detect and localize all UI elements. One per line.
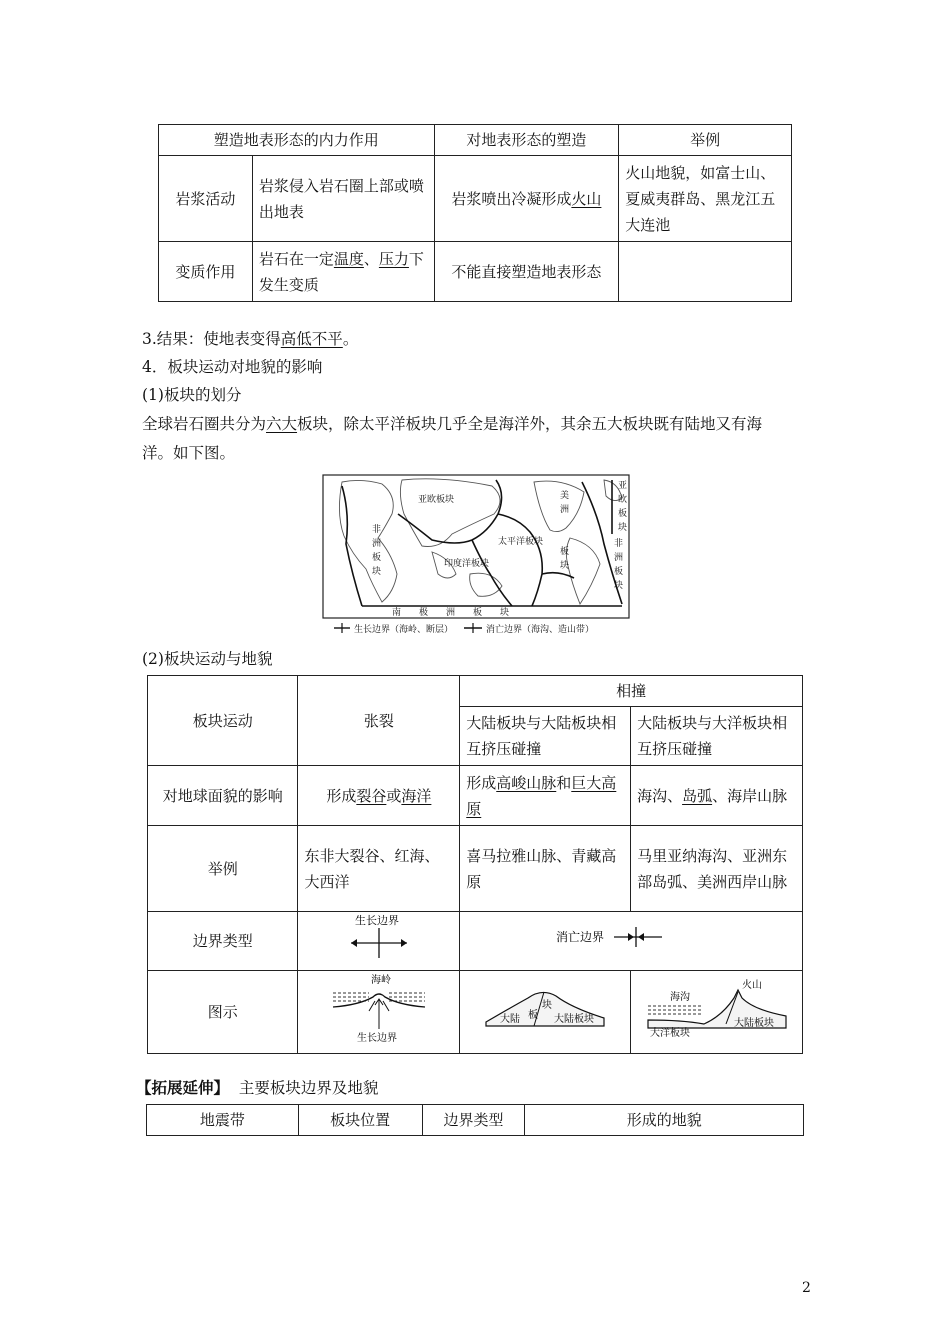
map-label-africa-east-3: 板 (614, 567, 624, 577)
t2-header-co: 大陆板块与大洋板块相互挤压碰撞 (631, 707, 803, 766)
map-label-america-3: 板 (560, 547, 570, 557)
t2-boundary-split (298, 912, 460, 971)
cc-land-plate-label: 大陆板块 (554, 1014, 595, 1025)
t2-impact-split: 形成裂谷或海洋 (298, 766, 460, 826)
legend-subduction-boundary: 消亡边界（海沟、造山带） (486, 625, 595, 635)
t2-impact-cc: 形成高峻山脉和巨大高原 (460, 766, 631, 826)
t2-example-co: 马里亚纳海沟、亚洲东部岛弧、美洲西岸山脉 (631, 826, 803, 912)
t2-diagram-co (631, 971, 803, 1054)
table1-header-force: 塑造地表形态的内力作用 (159, 125, 435, 156)
result-line: 3.结果：使地表变得高低不平。 (142, 330, 359, 348)
t2-diagram-label: 图示 (148, 971, 298, 1054)
ocean-continent-collision-diagram (642, 976, 792, 1040)
map-label-africa-3: 板 (372, 553, 382, 563)
continental-collision-diagram (480, 978, 610, 1038)
subduction-boundary-label: 消亡边界 (556, 930, 605, 944)
ridge-diagram (329, 971, 429, 1045)
t2-boundary-collide (460, 912, 803, 971)
subduction-boundary-symbol (556, 922, 706, 952)
cc-plate-char: 板 (528, 1010, 539, 1021)
co-land-plate-label: 大陆板块 (733, 1018, 774, 1029)
t2-example-split: 东非大裂谷、红海、大西洋 (298, 826, 460, 912)
ocean-plate-label: 大洋板块 (649, 1028, 690, 1039)
t2-diagram-cc (460, 971, 631, 1054)
plates-paragraph-line1: 全球岩石圈共分为六大板块，除太平洋板块几乎全是海洋外，其余五大板块既有陆地又有海 (142, 415, 763, 433)
table1-header-shape: 对地表形态的塑造 (434, 125, 619, 156)
subsection-2-title: (2)板块运动与地貌 (142, 650, 273, 668)
t2-diagram-split (298, 971, 460, 1054)
map-label-antarctic: 南 极 洲 板 块 (392, 608, 510, 618)
t2-example-cc: 喜马拉雅山脉、青藏高原 (460, 826, 631, 912)
t3-header-zone: 地震带 (147, 1105, 299, 1136)
ridge-label: 海岭 (370, 975, 391, 986)
section-4-title: 4．板块运动对地貌的影响 (142, 358, 323, 376)
table1-magma-name: 岩浆活动 (159, 156, 253, 242)
map-label-america-1: 美 (560, 491, 570, 501)
map-label-africa-1: 非 (372, 525, 382, 535)
table1-meta-name: 变质作用 (159, 242, 253, 302)
t2-impact-label: 对地球面貌的影响 (148, 766, 298, 826)
grow-boundary-label: 生长边界 (354, 914, 399, 927)
t2-boundary-label: 边界类型 (148, 912, 298, 971)
map-label-africa-4: 块 (372, 567, 382, 577)
table1-header-example: 举例 (619, 125, 792, 156)
t2-header-motion: 板块运动 (148, 676, 298, 766)
table1-meta-shape: 不能直接塑造地表形态 (434, 242, 619, 302)
t2-header-collide: 相撞 (460, 676, 803, 707)
map-label-eurasia-east-4: 块 (618, 523, 628, 533)
map-label-eurasia-east-3: 板 (618, 509, 628, 519)
plate-motion-table (147, 675, 803, 1054)
map-label-eurasia-east-2: 欧 (618, 495, 628, 505)
table1-meta-example (619, 242, 792, 302)
subsection-1-title: (1)板块的划分 (142, 386, 242, 404)
boundary-table (146, 1104, 804, 1136)
t3-header-location: 板块位置 (298, 1105, 422, 1136)
trench-label: 海沟 (669, 992, 690, 1003)
grow-boundary-symbol (329, 912, 429, 962)
table1-magma-example: 火山地貌，如富士山、夏威夷群岛、黑龙江五大连池 (619, 156, 792, 242)
internal-force-table (158, 124, 792, 302)
map-label-america-2: 洲 (560, 505, 570, 515)
table1-magma-detail: 岩浆侵入岩石圈上部或喷出地表 (252, 156, 434, 242)
map-label-africa-east-4: 块 (614, 581, 624, 591)
map-label-africa-2: 洲 (372, 539, 382, 549)
map-label-africa-east-2: 洲 (614, 553, 624, 563)
t3-header-type: 边界类型 (422, 1105, 525, 1136)
plate-map (322, 474, 632, 640)
table1-meta-detail: 岩石在一定温度、压力下发生变质 (252, 242, 434, 302)
plates-paragraph-line2: 洋。如下图。 (142, 444, 236, 462)
legend-grow-boundary: 生长边界（海岭、断层） (354, 625, 454, 635)
map-label-eurasia: 亚欧板块 (418, 495, 455, 505)
map-label-america-4: 块 (560, 561, 570, 571)
t2-example-label: 举例 (148, 826, 298, 912)
map-label-africa-east-1: 非 (614, 539, 624, 549)
grow-boundary-caption: 生长边界 (356, 1033, 397, 1044)
map-label-indian: 印度洋板块 (444, 559, 490, 569)
t3-header-landform: 形成的地貌 (525, 1105, 804, 1136)
page-number: 2 (802, 1280, 811, 1296)
t2-header-split: 张裂 (298, 676, 460, 766)
map-label-eurasia-east-1: 亚 (618, 481, 628, 491)
cc-land-label: 大陆 (500, 1014, 521, 1025)
t2-impact-co: 海沟、岛弧、海岸山脉 (631, 766, 803, 826)
cc-block-char: 块 (542, 1000, 553, 1011)
t2-header-cc: 大陆板块与大陆板块相互挤压碰撞 (460, 707, 631, 766)
map-label-pacific: 太平洋板块 (498, 537, 544, 547)
volcano-label: 火山 (741, 980, 762, 991)
extension-heading: 【拓展延伸】 主要板块边界及地貌 (136, 1078, 379, 1097)
table1-magma-shape: 岩浆喷出冷凝形成火山 (434, 156, 619, 242)
